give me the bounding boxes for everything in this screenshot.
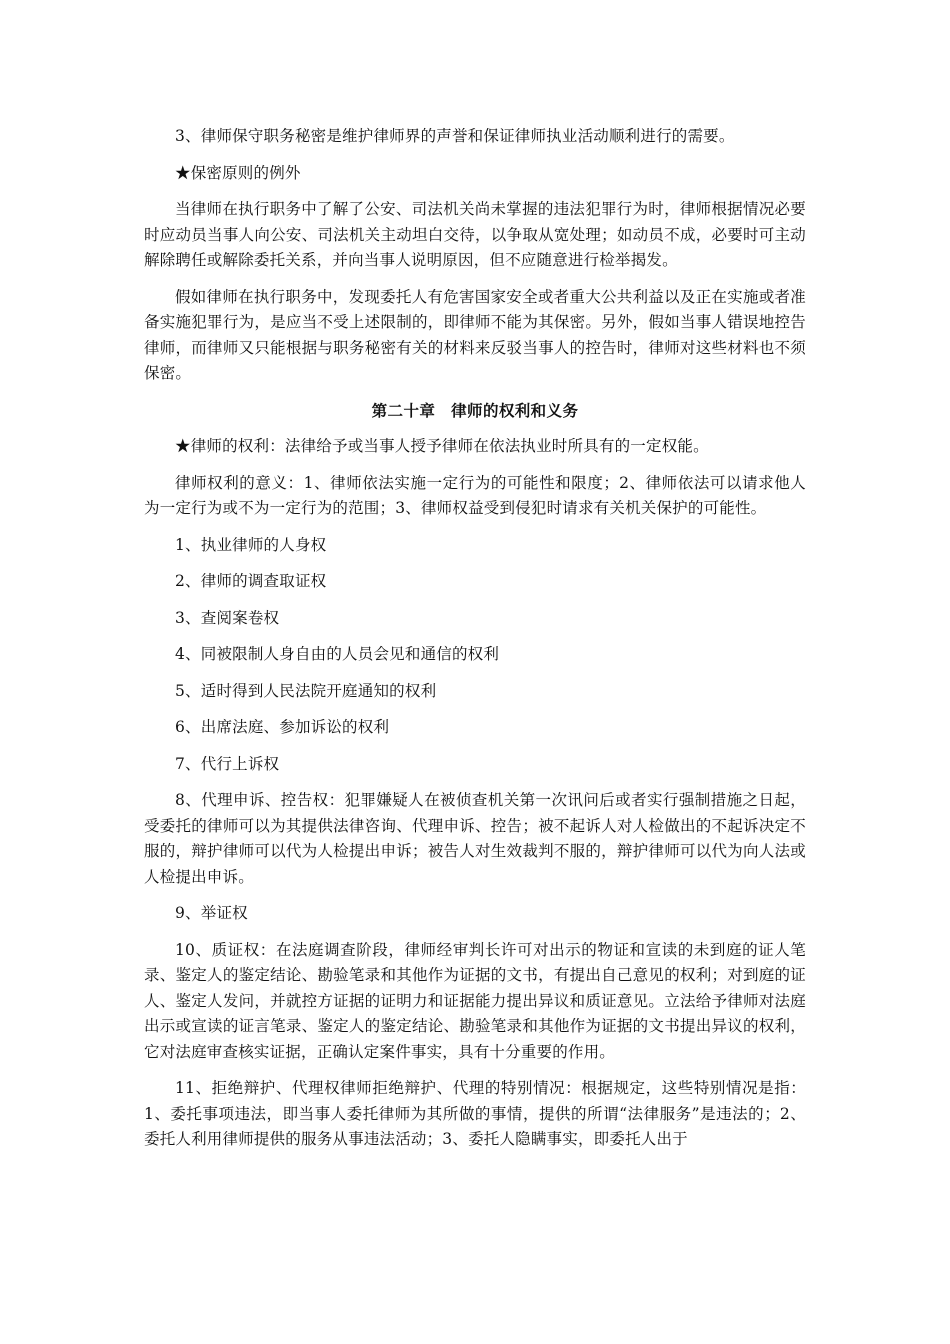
list-item: 9、举证权 bbox=[175, 904, 248, 922]
list-item: 3、查阅案卷权 bbox=[175, 608, 280, 627]
list-item: 6、出席法庭、参加诉讼的权利 bbox=[175, 718, 390, 736]
paragraph-definition: ★律师的权利：法律给予或当事人授予律师在依法执业时所具有的一定权能。 bbox=[175, 437, 709, 455]
chapter-title: 第二十章 律师的权利和义务 bbox=[371, 400, 579, 420]
list-item: 4、同被限制人身自由的人员会见和通信的权利 bbox=[175, 645, 500, 663]
paragraph: 3、律师保守职务秘密是维护律师界的声誉和保证律师执业活动顺利进行的需要。 bbox=[175, 127, 735, 145]
paragraph: 当律师在执行职务中了解了公安、司法机关尚未掌握的违法犯罪行为时，律师根据情况必要时应动员当事人向公安、司法机关主动坦白交待，以争取从宽处理；如动员不成，必要时可主动解除聘任或解除委托关系，并向当事人说明原因，但不应随意进行检举揭发。 bbox=[144, 200, 806, 269]
document-page bbox=[144, 124, 806, 1164]
list-item: 11、拒绝辩护、代理权律师拒绝辩护、代理的特别情况：根据规定，这些特别情况是指：1、委托事项违法，即当事人委托律师为其所做的事情，提供的所谓“法律服务”是违法的；2、委托人利用律师提供的服务从事违法活动；3、委托人隐瞒事实，即委托人出于 bbox=[144, 1079, 806, 1148]
list-item: 8、代理申诉、控告权：犯罪嫌疑人在被侦查机关第一次讯问后或者实行强制措施之日起，受委托的律师可以为其提供法律咨询、代理申诉、控告；被不起诉人对人检做出的不起诉决定不服的，辩护律师可以代为人检提出申诉；被告人对生效裁判不服的，辩护律师可以代为向人法或人检提出申诉。 bbox=[144, 791, 806, 886]
paragraph: 假如律师在执行职务中，发现委托人有危害国家安全或者重大公共利益以及正在实施或者准备实施犯罪行为，是应当不受上述限制的，即律师不能为其保密。另外，假如当事人错误地控告律师，而律师又只能根据与职务秘密有关的材料来反驳当事人的控告时，律师对这些材料也不须保密。 bbox=[144, 287, 806, 382]
list-item: 2、律师的调查取证权 bbox=[175, 572, 327, 590]
paragraph: 律师权利的意义：1、律师依法实施一定行为的可能性和限度；2、律师依法可以请求他人为一定行为或不为一定行为的范围；3、律师权益受到侵犯时请求有关机关保护的可能性。 bbox=[144, 473, 806, 517]
list-item: 1、执业律师的人身权 bbox=[175, 535, 327, 554]
list-item: 10、质证权：在法庭调查阶段，律师经审判长许可对出示的物证和宣读的未到庭的证人笔录、鉴定人的鉴定结论、勘验笔录和其他作为证据的文书，有提出自己意见的权利；对到庭的证人、鉴定人发问，并就控方证据的证明力和证据能力提出异议和质证意见。立法给予律师对法庭出示或宣读的证言笔录、鉴定人的鉴定结论、勘验笔录和其他作为证据的文书提出异议的权利，它对法庭审查核实证据，正确认定案件事实，具有十分重要的作用。 bbox=[144, 940, 806, 1061]
list-item: 5、适时得到人民法院开庭通知的权利 bbox=[175, 681, 437, 700]
paragraph-heading-exception: ★保密原则的例外 bbox=[175, 163, 301, 182]
list-item: 7、代行上诉权 bbox=[175, 754, 280, 773]
